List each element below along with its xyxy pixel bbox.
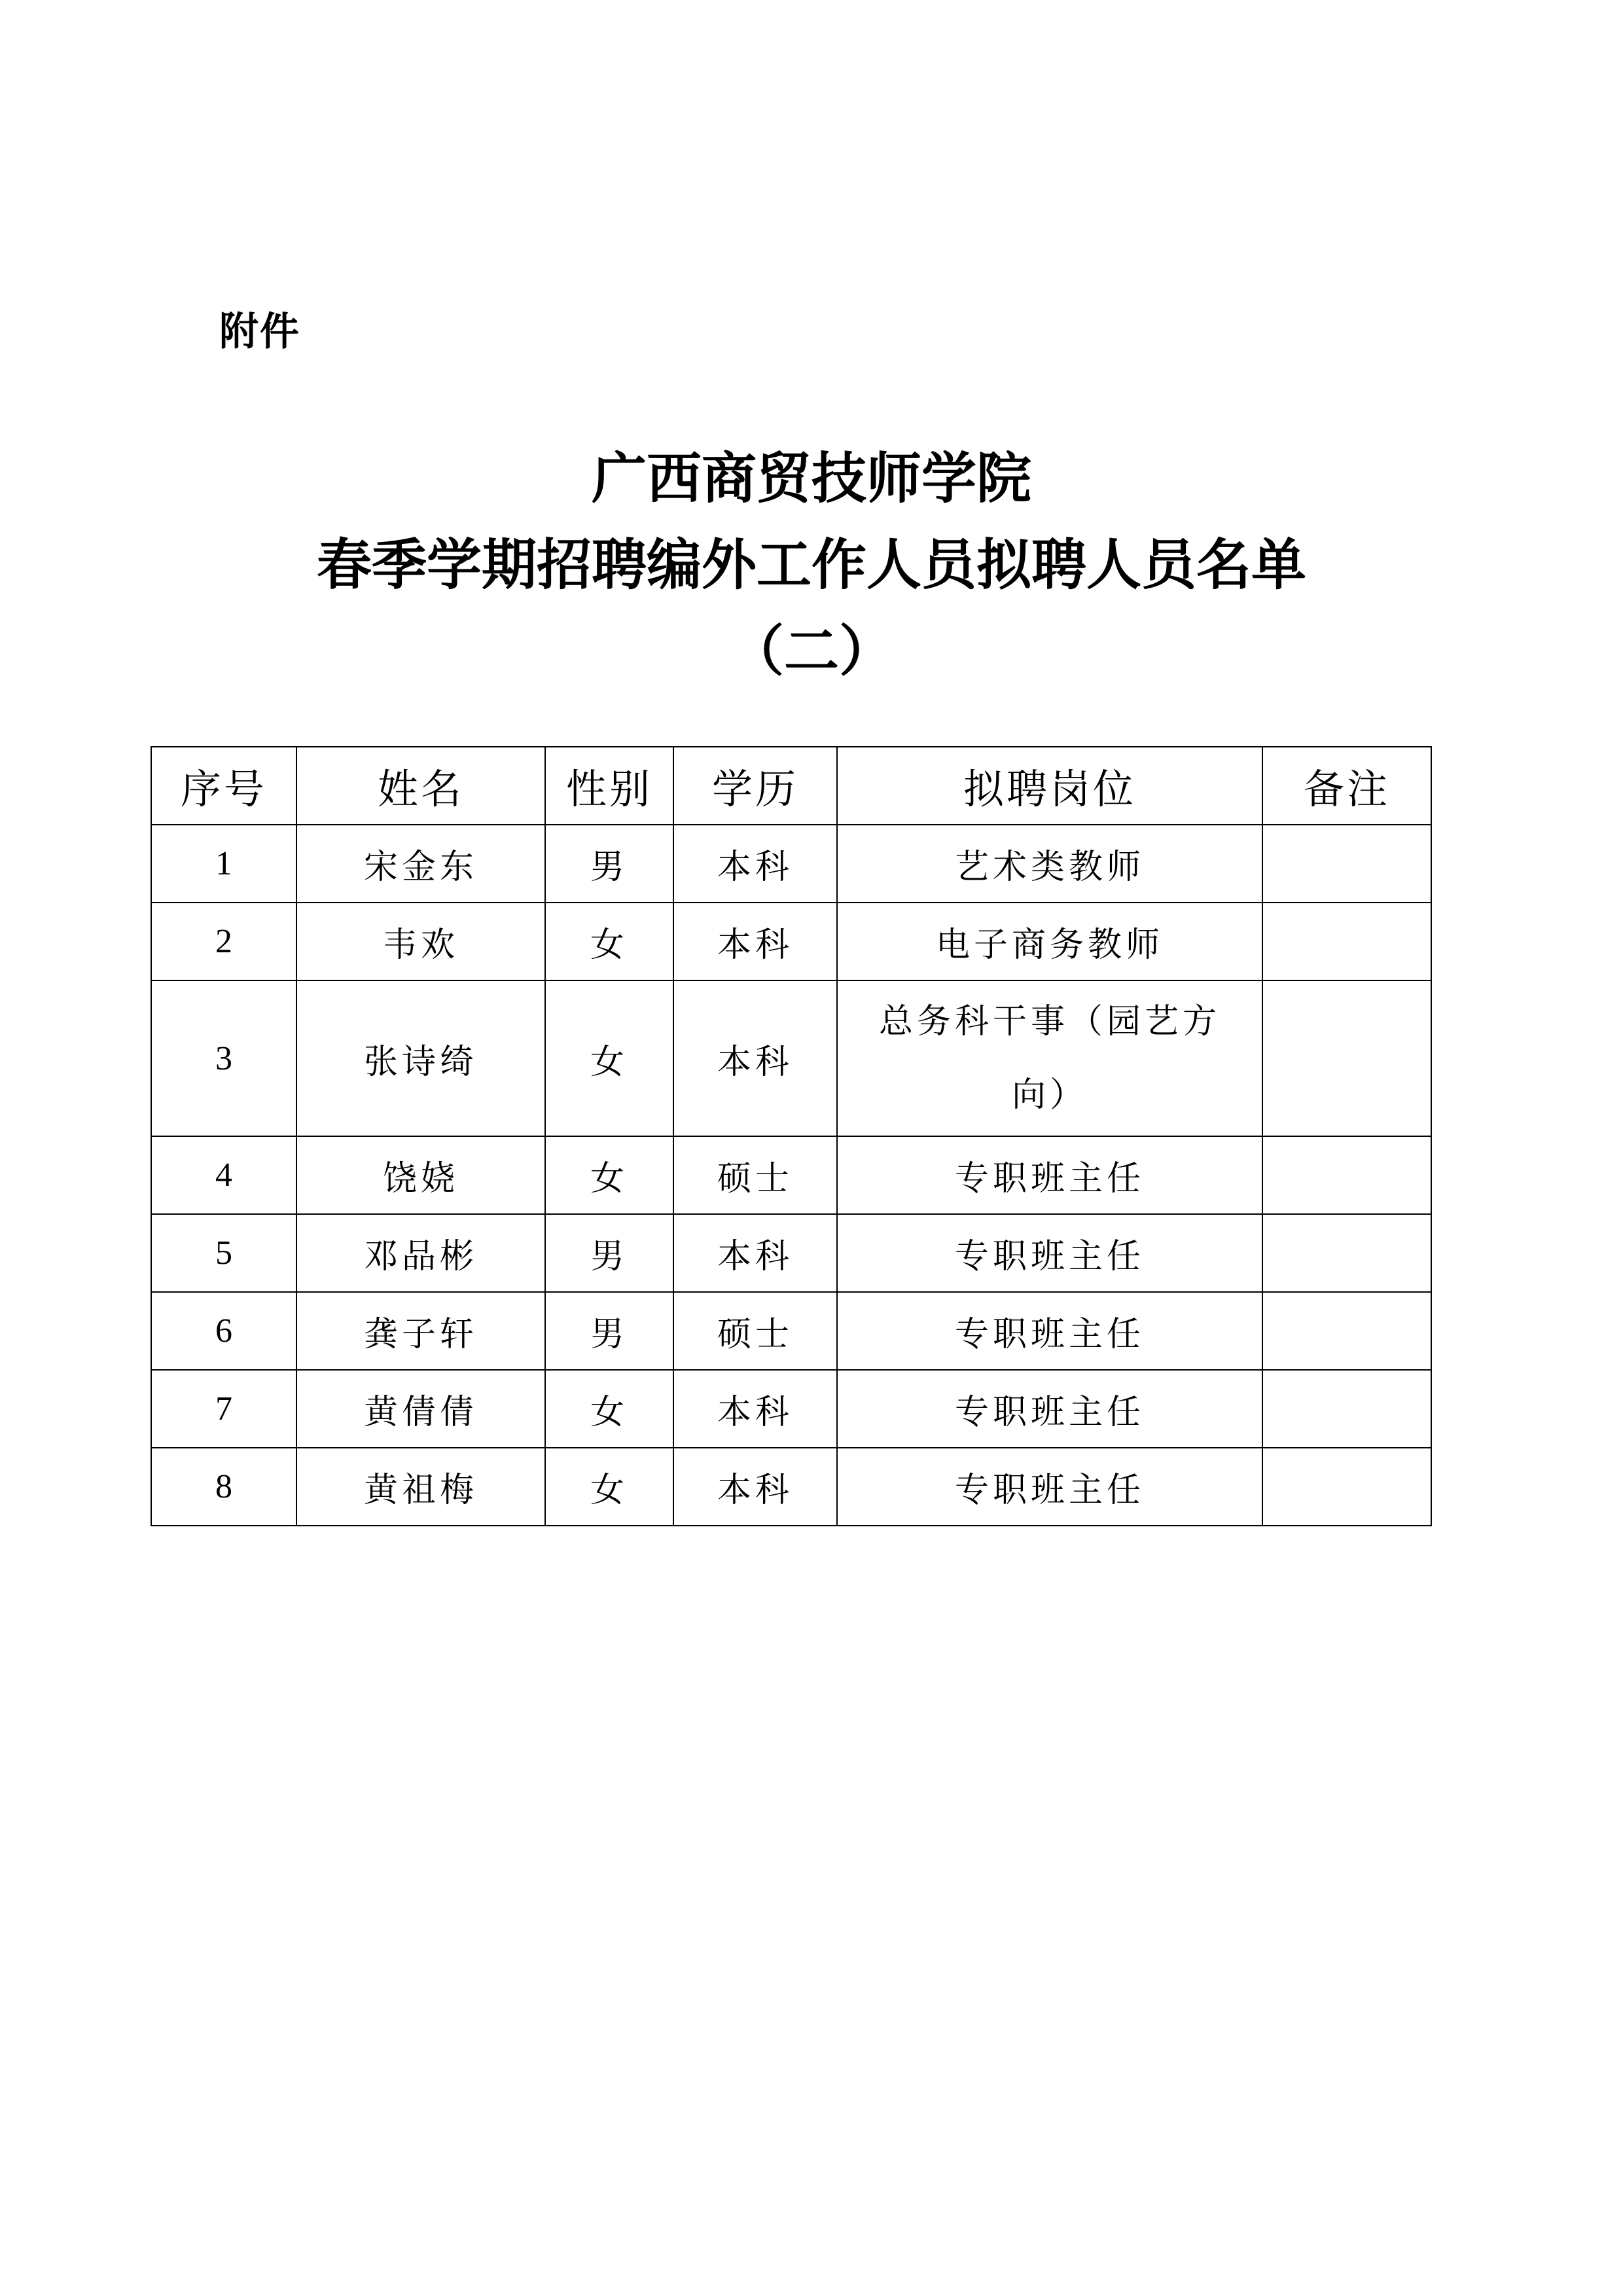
candidate-table bbox=[151, 746, 1432, 1526]
cell-number: 7 bbox=[151, 1370, 296, 1448]
cell-name: 韦欢 bbox=[296, 903, 545, 980]
cell-name: 宋金东 bbox=[296, 825, 545, 903]
cell-position: 专职班主任 bbox=[837, 1214, 1262, 1292]
cell-position: 电子商务教师 bbox=[837, 903, 1262, 980]
title-line-part: （二） bbox=[728, 619, 894, 683]
cell-education: 本科 bbox=[673, 903, 837, 980]
cell-number: 1 bbox=[151, 825, 296, 903]
cell-remark bbox=[1262, 1292, 1431, 1370]
cell-number: 5 bbox=[151, 1214, 296, 1292]
cell-gender: 女 bbox=[545, 1370, 673, 1448]
table-header-row bbox=[151, 747, 1431, 825]
cell-gender: 男 bbox=[545, 1292, 673, 1370]
cell-education: 本科 bbox=[673, 1214, 837, 1292]
cell-remark bbox=[1262, 1214, 1431, 1292]
column-header-education: 学历 bbox=[673, 747, 837, 825]
cell-name: 龚子轩 bbox=[296, 1292, 545, 1370]
cell-gender: 女 bbox=[545, 980, 673, 1136]
column-header-gender: 性别 bbox=[545, 747, 673, 825]
title-line-subject: 春季学期招聘编外工作人员拟聘人员名单 bbox=[316, 532, 1306, 597]
cell-gender: 女 bbox=[545, 903, 673, 980]
cell-name: 饶娆 bbox=[296, 1136, 545, 1214]
cell-gender: 女 bbox=[545, 1448, 673, 1526]
cell-gender: 男 bbox=[545, 1214, 673, 1292]
cell-name: 张诗绮 bbox=[296, 980, 545, 1136]
cell-number: 4 bbox=[151, 1136, 296, 1214]
cell-gender: 女 bbox=[545, 1136, 673, 1214]
cell-position: 专职班主任 bbox=[837, 1136, 1262, 1214]
cell-gender: 男 bbox=[545, 825, 673, 903]
attachment-label: 附件 bbox=[219, 309, 300, 355]
cell-name: 黄祖梅 bbox=[296, 1448, 545, 1526]
cell-position: 艺术类教师 bbox=[837, 825, 1262, 903]
cell-education: 硕士 bbox=[673, 1136, 837, 1214]
cell-number: 3 bbox=[151, 980, 296, 1136]
table-row bbox=[151, 1214, 1431, 1292]
cell-name: 邓品彬 bbox=[296, 1214, 545, 1292]
column-header-name: 姓名 bbox=[296, 747, 545, 825]
cell-number: 2 bbox=[151, 903, 296, 980]
cell-number: 6 bbox=[151, 1292, 296, 1370]
cell-education: 本科 bbox=[673, 1448, 837, 1526]
table-row bbox=[151, 1370, 1431, 1448]
table-row bbox=[151, 1448, 1431, 1526]
cell-name: 黄倩倩 bbox=[296, 1370, 545, 1448]
table-row bbox=[151, 980, 1431, 1136]
table-row bbox=[151, 1292, 1431, 1370]
column-header-remark: 备注 bbox=[1262, 747, 1431, 825]
cell-number: 8 bbox=[151, 1448, 296, 1526]
cell-remark bbox=[1262, 1370, 1431, 1448]
cell-position: 专职班主任 bbox=[837, 1448, 1262, 1526]
table-row bbox=[151, 903, 1431, 980]
cell-education: 本科 bbox=[673, 1370, 837, 1448]
cell-position bbox=[837, 980, 1262, 1136]
table-row bbox=[151, 1136, 1431, 1214]
column-header-number: 序号 bbox=[151, 747, 296, 825]
cell-remark bbox=[1262, 1136, 1431, 1214]
column-header-position: 拟聘岗位 bbox=[837, 747, 1262, 825]
document-title bbox=[0, 435, 1623, 694]
cell-position: 专职班主任 bbox=[837, 1370, 1262, 1448]
cell-remark bbox=[1262, 825, 1431, 903]
cell-education: 硕士 bbox=[673, 1292, 837, 1370]
cell-remark bbox=[1262, 1448, 1431, 1526]
title-line-institution: 广西商贸技师学院 bbox=[591, 446, 1031, 511]
cell-position-text: 总务科干事（园艺方向） bbox=[878, 1002, 1221, 1115]
table-row bbox=[151, 825, 1431, 903]
cell-remark bbox=[1262, 980, 1431, 1136]
cell-position: 专职班主任 bbox=[837, 1292, 1262, 1370]
cell-remark bbox=[1262, 903, 1431, 980]
cell-education: 本科 bbox=[673, 980, 837, 1136]
cell-education: 本科 bbox=[673, 825, 837, 903]
